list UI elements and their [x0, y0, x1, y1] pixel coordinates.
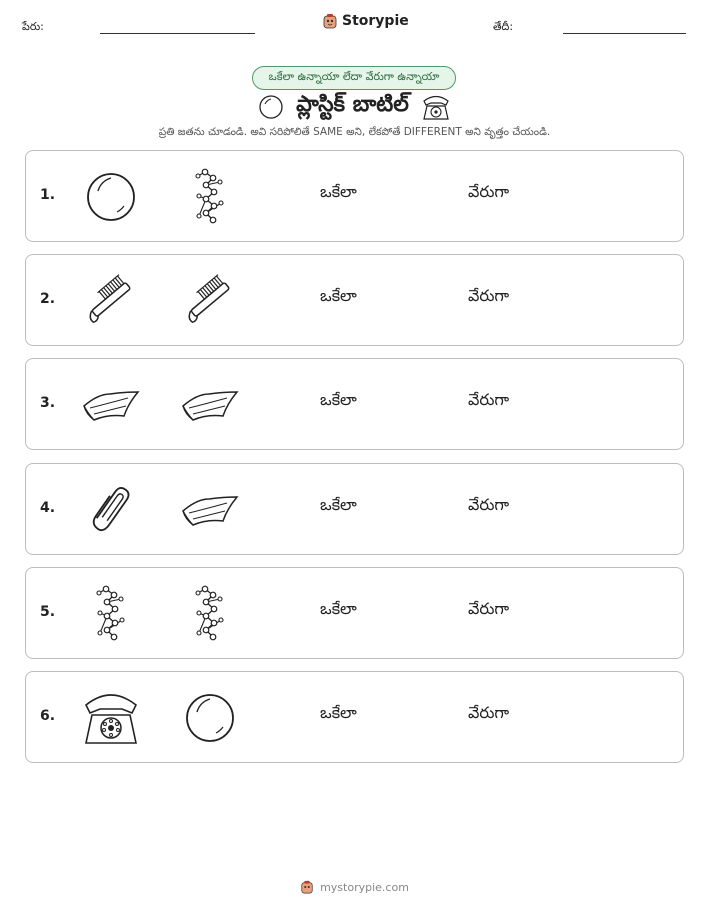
- same-option[interactable]: ఒకేలా: [320, 703, 357, 722]
- same-option[interactable]: ఒకేలా: [320, 390, 357, 410]
- instructions: ప్రతి జతను చూడండి. అవి సరిపోలితే SAME అని, లేకపోతే DIFFERENT అని వృత్తం చేయండి.: [158, 126, 551, 138]
- question-number: 3.: [40, 395, 56, 412]
- molecule-chain-icon: [179, 583, 241, 645]
- different-option[interactable]: వేరుగా: [468, 390, 510, 410]
- name-line[interactable]: [100, 33, 255, 34]
- question-row: [25, 150, 684, 242]
- same-option[interactable]: ఒకేలా: [320, 182, 357, 201]
- question-row: [25, 254, 684, 346]
- same-option[interactable]: ఒకేలా: [320, 286, 357, 306]
- footer-url[interactable]: mystorypie.com: [320, 880, 409, 894]
- question-number: 1.: [40, 187, 56, 203]
- bubble-icon: [179, 687, 241, 749]
- question-number: 4.: [40, 499, 56, 516]
- same-option[interactable]: ఒకేలా: [320, 598, 357, 618]
- date-label: తేదీ:: [493, 20, 514, 33]
- brand-name: Storypie: [342, 13, 409, 29]
- question-number: 6.: [40, 708, 56, 724]
- question-number: 2.: [40, 291, 56, 308]
- question-row: [25, 463, 684, 555]
- rotary-telephone-icon: [80, 687, 142, 749]
- question-row: [25, 671, 684, 763]
- molecule-chain-icon: [179, 166, 241, 228]
- plastic-sheet-icon: [179, 374, 241, 436]
- different-option[interactable]: వేరుగా: [468, 598, 510, 618]
- name-label: పేరు:: [22, 20, 44, 33]
- different-option[interactable]: వేరుగా: [468, 494, 510, 514]
- bubble-icon: [80, 166, 142, 228]
- footer: [0, 880, 709, 894]
- title-row: [0, 90, 709, 124]
- paperclip-icon: [80, 479, 142, 541]
- question-row: [25, 358, 684, 450]
- comb-icon: [80, 270, 142, 332]
- different-option[interactable]: వేరుగా: [468, 286, 510, 306]
- brand-logo: [322, 13, 409, 29]
- mascot-icon: [300, 880, 314, 894]
- comb-icon: [179, 270, 241, 332]
- date-line[interactable]: [563, 33, 686, 34]
- page-title: ప్లాస్టిక్ బాటిల్: [296, 92, 409, 117]
- same-or-different-pill: ఒకేలా ఉన్నాయా లేదా వేరుగా ఉన్నాయా: [252, 66, 456, 90]
- question-number: 5.: [40, 603, 56, 620]
- molecule-chain-icon: [80, 583, 142, 645]
- plastic-sheet-icon: [179, 479, 241, 541]
- plastic-sheet-icon: [80, 374, 142, 436]
- different-option[interactable]: వేరుగా: [468, 703, 510, 722]
- rotary-telephone-icon: [421, 93, 451, 121]
- question-row: [25, 567, 684, 659]
- different-option[interactable]: వేరుగా: [468, 182, 510, 201]
- same-option[interactable]: ఒకేలా: [320, 494, 357, 514]
- mascot-icon: [322, 13, 338, 29]
- bubble-icon: [258, 94, 284, 120]
